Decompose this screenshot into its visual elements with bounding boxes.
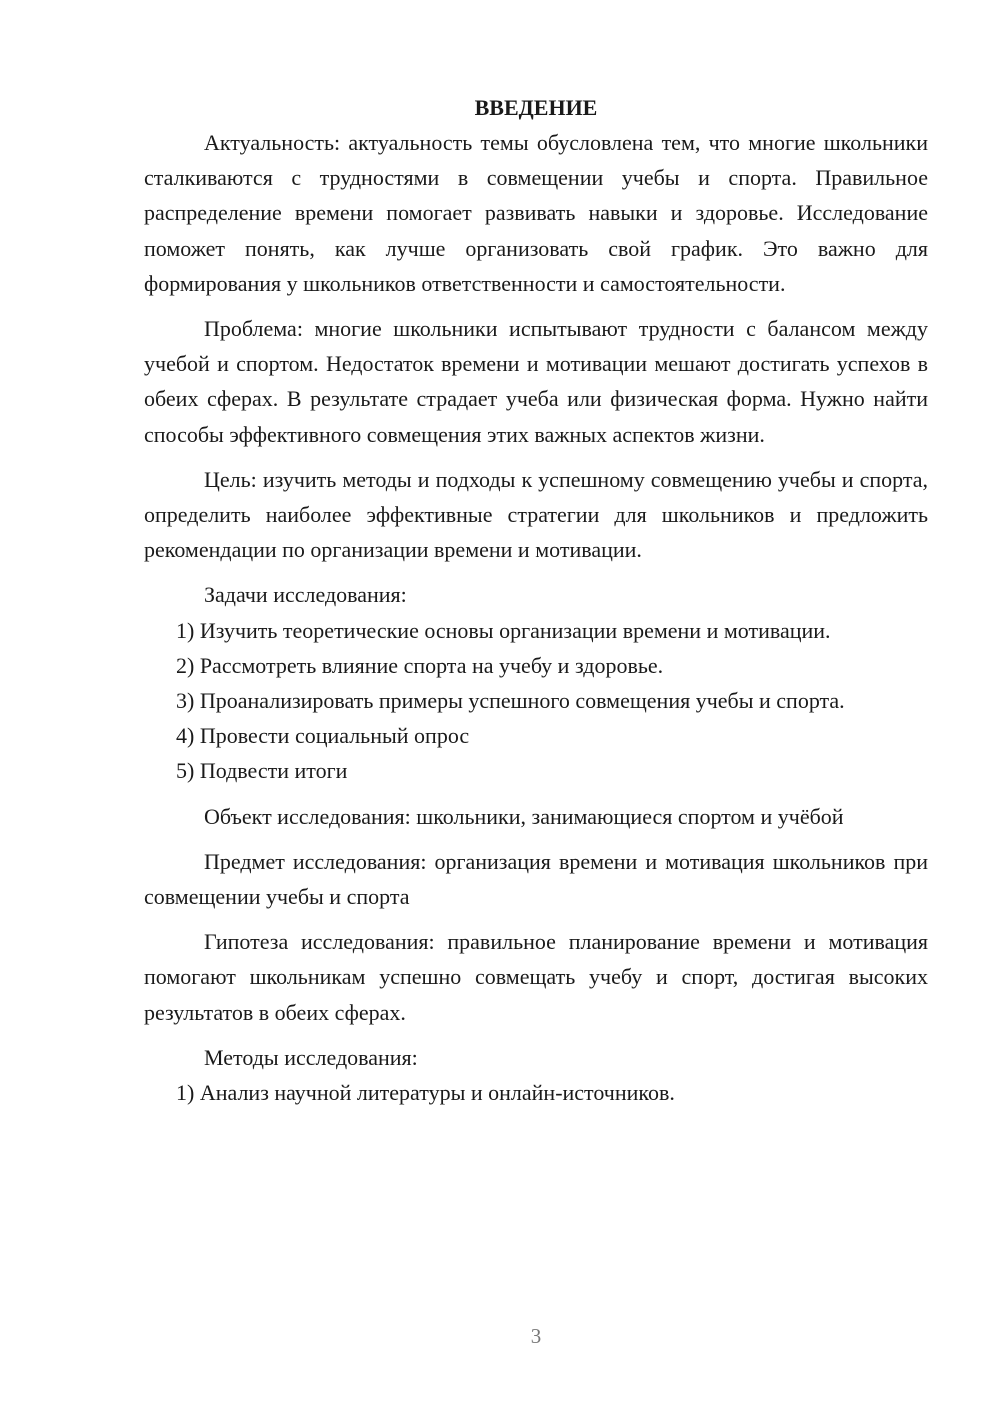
method-item-1: 1) Анализ научной литературы и онлайн-источников. bbox=[176, 1080, 675, 1106]
subject-paragraph: Предмет исследования: организация времени и мотивация школьников при совмещении учебы и спорта bbox=[144, 848, 928, 910]
problem-paragraph: Проблема: многие школьники испытывают трудности с балансом между учебой и спортом. Недостаток времени и мотивации мешают достигать успехов в обеих сферах. В результате страдает учеба или физическая форма. Нужно найти способы эффективного совмещения этих важных аспектов жизни. bbox=[144, 316, 928, 447]
document-page bbox=[144, 90, 928, 1110]
hypothesis-paragraph: Гипотеза исследования: правильное планирование времени и мотивация помогают школьникам успешно совмещать учебу и спорт, достигая высоких результатов в обеих сферах. bbox=[144, 929, 928, 1025]
section-title: ВВЕДЕНИЕ bbox=[474, 95, 598, 120]
task-item-1: 1) Изучить теоретические основы организации времени и мотивации. bbox=[176, 617, 831, 643]
tasks-heading: Задачи исследования: bbox=[204, 582, 407, 608]
task-item-5: 5) Подвести итоги bbox=[176, 758, 348, 784]
relevance-paragraph: Актуальность: актуальность темы обусловлена тем, что многие школьники сталкиваются с трудностями в совмещении учебы и спорта. Правильное распределение времени помогает развивать навыки и здоровье. Исследование поможет понять, как лучше организовать свой график. Это важно для формирования у школьников ответственности и самостоятельности. bbox=[144, 130, 928, 296]
task-item-2: 2) Рассмотреть влияние спорта на учебу и здоровье. bbox=[176, 652, 664, 678]
task-item-3: 3) Проанализировать примеры успешного совмещения учебы и спорта. bbox=[176, 688, 845, 714]
goal-paragraph: Цель: изучить методы и подходы к успешному совмещению учебы и спорта, определить наиболее эффективные стратегии для школьников и предложить рекомендации по организации времени и мотивации. bbox=[144, 466, 928, 563]
object-paragraph: Объект исследования: школьники, занимающиеся спортом и учёбой bbox=[204, 803, 844, 829]
methods-heading: Методы исследования: bbox=[204, 1044, 418, 1070]
task-item-4: 4) Провести социальный опрос bbox=[176, 723, 470, 749]
page-number: 3 bbox=[530, 1324, 542, 1348]
